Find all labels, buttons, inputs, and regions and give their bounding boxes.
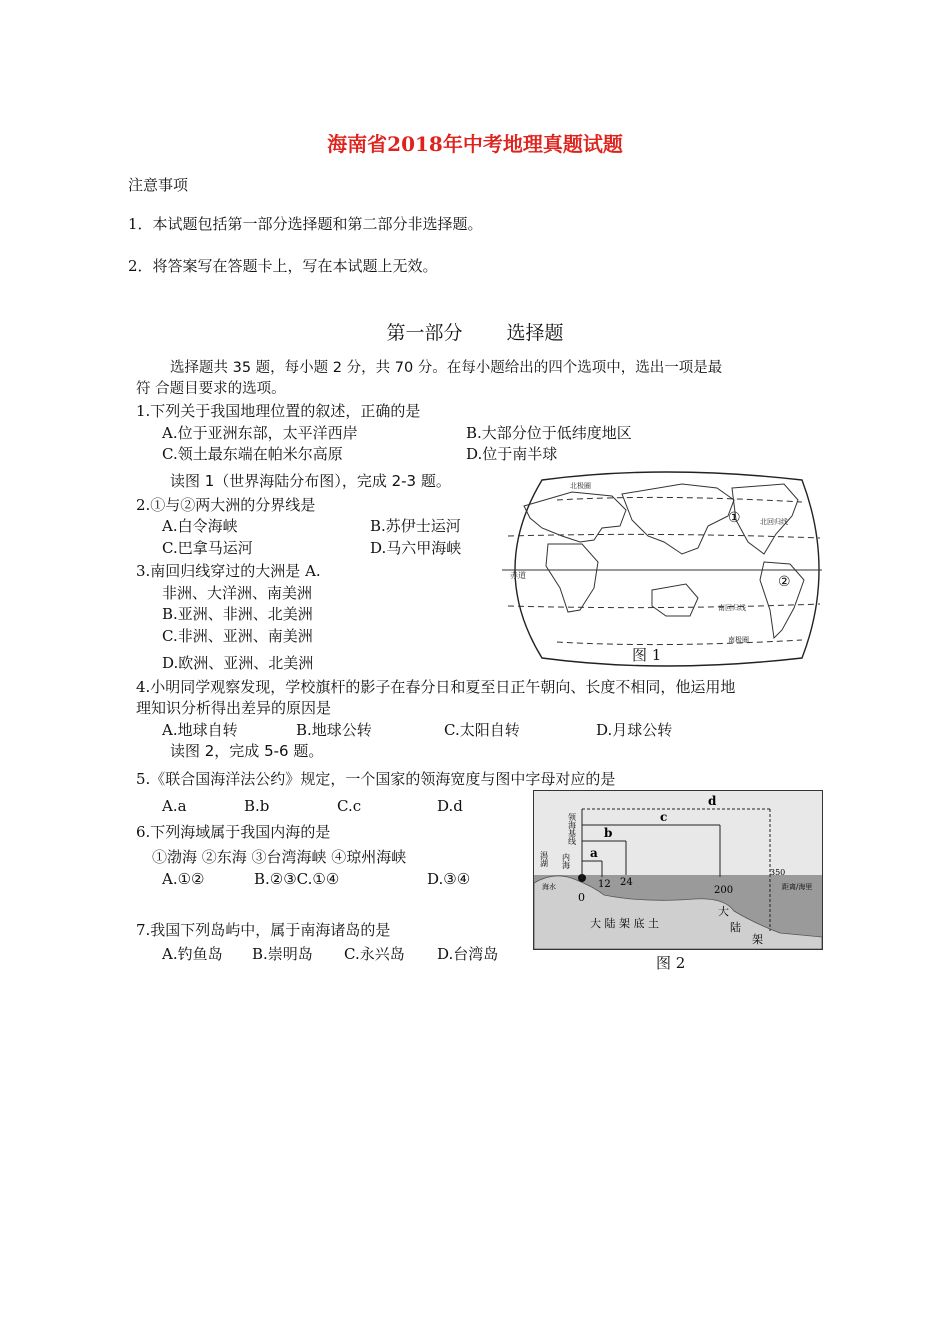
- read-fig1-instruction: 读图 1（世界海陆分布图），完成 2-3 题。: [170, 472, 451, 490]
- q4-stem-line1: 4.小明同学观察发现，学校旗杆的影子在春分日和夏至日正午朝向、长度不相同，他运用地: [136, 678, 736, 696]
- fig2-caption: 图 2: [656, 954, 686, 972]
- q5-option-b: B.b: [244, 797, 270, 815]
- q1-option-d: D.位于南半球: [466, 445, 558, 463]
- world-map-figure: [502, 470, 822, 668]
- q3-stem: 3.南回归线穿过的大洲是 A.: [136, 562, 321, 580]
- q4-stem-line2: 理知识分析得出差异的原因是: [136, 699, 332, 717]
- section-label: 第一部分: [386, 322, 463, 344]
- equator-label: 赤道: [510, 571, 526, 580]
- tick-350: 350: [770, 868, 786, 877]
- page-title: 海南省2018年中考地理真题试题: [327, 132, 623, 156]
- read-fig2-instruction: 读图 2，完成 5-6 题。: [170, 742, 324, 760]
- q7-stem: 7.我国下列岛屿中，属于南海诸岛的是: [136, 921, 391, 939]
- q1-option-a: A.位于亚洲东部，太平洋西岸: [162, 424, 358, 442]
- q3-option-b: B.亚洲、非洲、北美洲: [162, 605, 313, 623]
- q2-option-b: B.苏伊士运河: [370, 517, 461, 535]
- q6-option-d: D.③④: [427, 870, 471, 888]
- baseline-label: 领海基线: [567, 813, 577, 845]
- q5-option-c: C.c: [337, 797, 362, 815]
- tropic-south-label: 南回归线: [718, 604, 746, 612]
- distance-unit-label: 距离/海里: [782, 883, 813, 891]
- antarctic-label: 南极圈: [728, 636, 749, 644]
- q6-option-a: A.①②: [162, 870, 205, 888]
- arctic-label: 北极圈: [570, 482, 591, 490]
- notice-item-2: 2．将答案写在答题卡上，写在本试题上无效。: [128, 257, 438, 275]
- section-heading: [0, 318, 950, 345]
- label-d: d: [708, 794, 717, 808]
- q2-option-a: A.白令海峡: [162, 517, 238, 535]
- tick-24: 24: [620, 877, 633, 888]
- part1-intro-line1: 选择题共 35 题，每小题 2 分，共 70 分。在每小题给出的四个选项中，选出一项是最: [170, 360, 723, 376]
- q4-option-c: C.太阳自转: [444, 721, 520, 739]
- lagoon-label: 潟湖: [539, 851, 549, 867]
- q3-option-c: C.非洲、亚洲、南美洲: [162, 627, 313, 645]
- tick-0: 0: [578, 891, 585, 904]
- label-b: b: [604, 826, 613, 840]
- q6-stem: 6.下列海域属于我国内海的是: [136, 823, 331, 841]
- q4-option-b: B.地球公转: [296, 721, 372, 739]
- label-c: c: [660, 810, 668, 824]
- q5-stem: 5.《联合国海洋法公约》规定，一个国家的领海宽度与图中字母对应的是: [136, 770, 616, 788]
- q7-option-a: A.钓鱼岛: [162, 945, 223, 963]
- shelf-floor-label: 大 陆 架 底 土: [590, 917, 659, 930]
- q1-option-b: B.大部分位于低纬度地区: [466, 424, 632, 442]
- q5-option-d: D.d: [437, 797, 463, 815]
- q1-option-c: C.领土最东端在帕米尔高原: [162, 445, 343, 463]
- tick-12: 12: [598, 879, 611, 890]
- q6-options-line: ①渤海 ②东海 ③台湾海峡 ④琼州海峡: [152, 848, 407, 866]
- q2-option-c: C.巴拿马运河: [162, 539, 253, 557]
- tropic-north-label: 北回归线: [760, 518, 788, 526]
- q7-option-c: C.永兴岛: [344, 945, 405, 963]
- q2-stem: 2.①与②两大洲的分界线是: [136, 496, 316, 514]
- q3-option-d: D.欧洲、亚洲、北美洲: [162, 654, 314, 672]
- q5-option-a: A.a: [162, 797, 187, 815]
- q2-option-d: D.马六甲海峡: [370, 539, 462, 557]
- tick-200: 200: [714, 885, 734, 896]
- q4-option-a: A.地球自转: [162, 721, 238, 739]
- shelf-char-1: 大: [718, 905, 729, 918]
- q7-option-b: B.崇明岛: [252, 945, 313, 963]
- shelf-char-2: 陆: [730, 921, 741, 934]
- q6-option-bc: B.②③C.①④: [254, 870, 340, 888]
- fig1-caption: 图 1: [632, 646, 662, 664]
- q4-option-d: D.月球公转: [596, 721, 673, 739]
- notice-heading: 注意事项: [128, 176, 189, 194]
- section-name: 选择题: [506, 322, 564, 344]
- inner-sea-label: 内海: [561, 853, 571, 869]
- q7-option-d: D.台湾岛: [437, 945, 499, 963]
- water-label: 海水: [542, 883, 556, 891]
- label-a: a: [590, 846, 598, 860]
- q1-stem: 1.下列关于我国地理位置的叙述，正确的是: [136, 402, 421, 420]
- q3-option-a: 非洲、大洋洲、南美洲: [162, 584, 313, 602]
- shelf-char-3: 架: [752, 933, 763, 946]
- maritime-zones-figure: [533, 790, 823, 950]
- continent-2-marker: ②: [778, 574, 791, 590]
- continent-1-marker: ①: [728, 510, 741, 526]
- part1-intro-line2: 符 合题目要求的选项。: [136, 381, 286, 397]
- notice-item-1: 1．本试题包括第一部分选择题和第二部分非选择题。: [128, 215, 483, 233]
